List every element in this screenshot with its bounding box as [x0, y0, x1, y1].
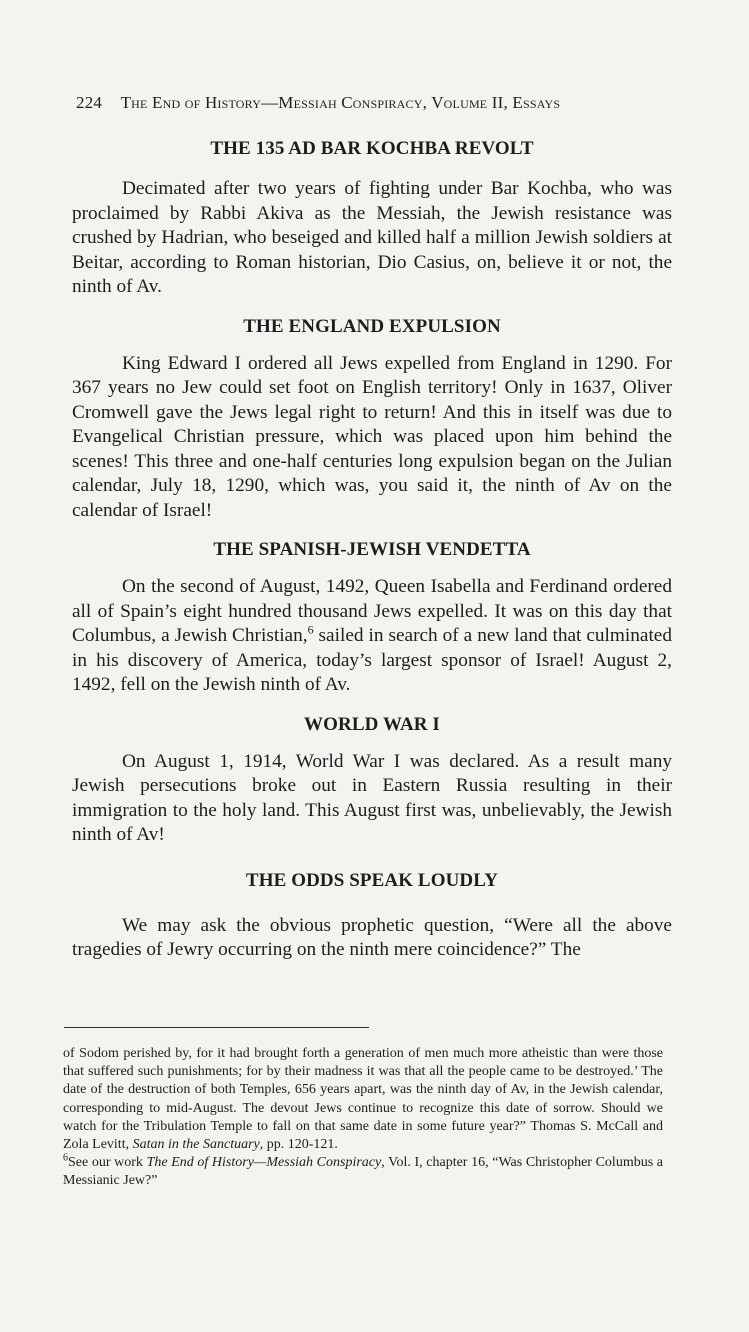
- footnote-6-text: See our work: [68, 1155, 147, 1171]
- paragraph-odds: We may ask the obvious prophetic question, “Were all the above tragedies of Jewry occurring on the ninth mere coincidence?” The: [72, 914, 672, 960]
- page-number: 224: [76, 93, 103, 112]
- footnote-continued-text: of Sodom perished by, for it had brought forth a generation of men much more atheistic than were those that suffered such punishments; for by their madness it was that all the people came to be destroyed.’ The date of the destruction of both Temples, 656 years apart, was the ninth day of Av, in the Jewish calendar, corresponding to mid-August. The devout Jews continue to recognize this date of sorrow. Should we watch for the Tribulation Temple to fall on that same date in some future year?” Thomas S. McCall and Zola Levitt,: [63, 1046, 663, 1153]
- section-heading-bar-kochba: THE 135 AD BAR KOCHBA REVOLT: [210, 138, 534, 159]
- paragraph-wwi: On August 1, 1914, World War I was declared. As a result many Jewish persecutions broke out in Eastern Russia resulting in their immigration to the holy land. This August first was, unbelievably, the Jewish ninth of Av!: [72, 750, 672, 845]
- section-heading-spanish: THE SPANISH-JEWISH VENDETTA: [213, 539, 531, 560]
- paragraph-england: King Edward I ordered all Jews expelled from England in 1290. For 367 years no Jew could set foot on English territory! Only in 1637, Oliver Cromwell gave the Jews legal right to return! And this in itself was due to Evangelical Christian pressure, which was placed upon him behind the scenes! This three and one-half centuries long expulsion began on the Julian calendar, July 18, 1290, which was, you said it, the ninth of Av on the calendar of Israel!: [72, 352, 672, 521]
- paragraph-bar-kochba: Decimated after two years of fighting under Bar Kochba, who was proclaimed by Rabbi Akiva as the Messiah, the Jewish resistance was crushed by Hadrian, who beseiged and killed half a million Jewish soldiers at Beitar, according to Roman historian, Dio Casius, on, believe it or not, the ninth of Av.: [72, 178, 672, 297]
- footnote-divider: [64, 1027, 369, 1028]
- running-header: [76, 93, 666, 113]
- footnote-continued-title: Satan in the Sanctuary: [132, 1137, 260, 1153]
- footnote-continued: [63, 1045, 663, 1154]
- section-heading-wwi: WORLD WAR I: [304, 713, 440, 735]
- footnote-6: [63, 1154, 663, 1190]
- main-text: [72, 138, 672, 963]
- footnote-6-title: The End of History—Messiah Conspiracy: [146, 1155, 382, 1171]
- footnote-ref-6: 6: [307, 622, 314, 637]
- running-title: The End of History—Messiah Conspiracy, Volume II, Essays: [120, 93, 561, 112]
- section-heading-odds: THE ODDS SPEAK LOUDLY: [245, 869, 499, 891]
- paragraph-spanish: [72, 575, 672, 698]
- paragraph-spanish-text-2: sailed in search of a new land that culminated in his discovery of America, today’s largest sponsor of Israel! August 2, 1492, fell on the Jewish ninth of Av.: [72, 625, 673, 695]
- section-heading-england: THE ENGLAND EXPULSION: [243, 315, 501, 337]
- footnote-6-end: , Vol. I, chapter 16, “Was Christopher Columbus a Messianic Jew?”: [63, 1155, 664, 1189]
- footnote-continued-end: , pp. 120-121.: [259, 1137, 338, 1153]
- footnote-6-number: 6: [63, 1152, 68, 1164]
- paragraph-spanish-text-1: On the second of August, 1492, Queen Isabella and Ferdinand ordered all of Spain’s eight hundred thousand Jews expelled. It was on this day that Columbus, a Jewish Christian,: [72, 576, 672, 646]
- footnotes: [63, 1045, 663, 1191]
